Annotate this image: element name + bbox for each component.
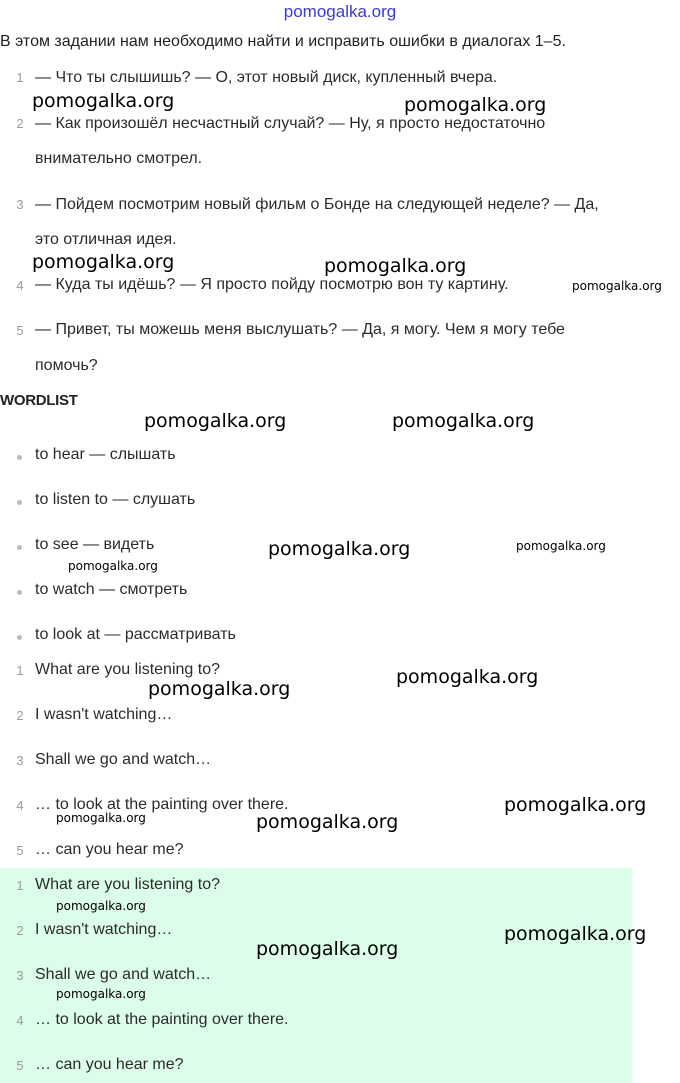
correction-line: What are you listening to? [35, 661, 220, 678]
item-number: 4 [16, 278, 24, 293]
watermark: pomogalka.org [144, 410, 287, 432]
watermark: pomogalka.org [404, 94, 547, 116]
wordlist-entry: to see — видеть [35, 536, 155, 553]
bullet-icon [17, 545, 22, 550]
watermark: pomogalka.org [32, 251, 175, 273]
watermark: pomogalka.org [68, 559, 158, 573]
item-number: 4 [16, 1013, 24, 1028]
watermark: pomogalka.org [56, 899, 146, 913]
watermark: pomogalka.org [504, 923, 647, 945]
watermark: pomogalka.org [392, 410, 535, 432]
watermark: pomogalka.org [148, 678, 291, 700]
dialogue-line: внимательно смотрел. [35, 150, 203, 167]
correction-line: Shall we go and watch… [35, 751, 212, 768]
watermark: pomogalka.org [516, 539, 606, 553]
item-number: 2 [16, 116, 24, 131]
correction-line: I wasn't watching… [35, 706, 173, 723]
bullet-icon [17, 455, 22, 460]
item-number: 5 [16, 1058, 24, 1073]
dialogue-line: — Привет, ты можешь меня выслушать? — Да, я могу. Чем я могу тебе [35, 321, 565, 338]
item-number: 5 [16, 843, 24, 858]
intro-text: В этом задании нам необходимо найти и исправить ошибки в диалогах 1–5. [0, 33, 566, 50]
wordlist-entry: to hear — слышать [35, 446, 176, 463]
bullet-icon [17, 500, 22, 505]
dialogue-line: это отличная идея. [35, 231, 177, 248]
answer-line: What are you listening to? [35, 876, 220, 893]
dialogue-line: — Как произошёл несчастный случай? — Ну, я просто недостаточно [35, 115, 546, 132]
bullet-icon [17, 635, 22, 640]
dialogue-line: — Пойдем посмотрим новый фильм о Бонде на следующей неделе? — Да, [35, 196, 599, 213]
watermark: pomogalka.org [32, 90, 175, 112]
wordlist-heading: WORDLIST [0, 392, 78, 409]
watermark: pomogalka.org [56, 987, 146, 1001]
watermark: pomogalka.org [268, 538, 411, 560]
watermark: pomogalka.org [504, 794, 647, 816]
answer-line: … can you hear me? [35, 1056, 184, 1073]
watermark: pomogalka.org [572, 279, 662, 293]
watermark: pomogalka.org [56, 811, 146, 825]
wordlist-entry: to listen to — слушать [35, 491, 196, 508]
item-number: 1 [16, 70, 24, 85]
item-number: 2 [16, 708, 24, 723]
item-number: 3 [16, 197, 24, 212]
dialogue-line: — Куда ты идёшь? — Я просто пойду посмотрю вон ту картину. [35, 276, 509, 293]
watermark: pomogalka.org [324, 255, 467, 277]
watermark: pomogalka.org [396, 666, 539, 688]
site-link[interactable]: pomogalka.org [283, 2, 397, 21]
item-number: 5 [16, 323, 24, 338]
dialogue-line: помочь? [35, 357, 98, 374]
watermark: pomogalka.org [256, 938, 399, 960]
wordlist-entry: to look at — рассматривать [35, 626, 236, 643]
item-number: 3 [16, 753, 24, 768]
wordlist-entry: to watch — смотреть [35, 581, 188, 598]
item-number: 1 [16, 663, 24, 678]
item-number: 2 [16, 923, 24, 938]
item-number: 1 [16, 878, 24, 893]
item-number: 4 [16, 798, 24, 813]
watermark: pomogalka.org [256, 811, 399, 833]
answer-line: I wasn't watching… [35, 921, 173, 938]
correction-line: … to look at the painting over there. [35, 796, 289, 813]
correction-line: … can you hear me? [35, 841, 184, 858]
item-number: 3 [16, 968, 24, 983]
answer-line: … to look at the painting over there. [35, 1011, 289, 1028]
bullet-icon [17, 590, 22, 595]
dialogue-line: — Что ты слышишь? — О, этот новый диск, купленный вчера. [35, 69, 498, 86]
answer-line: Shall we go and watch… [35, 966, 212, 983]
